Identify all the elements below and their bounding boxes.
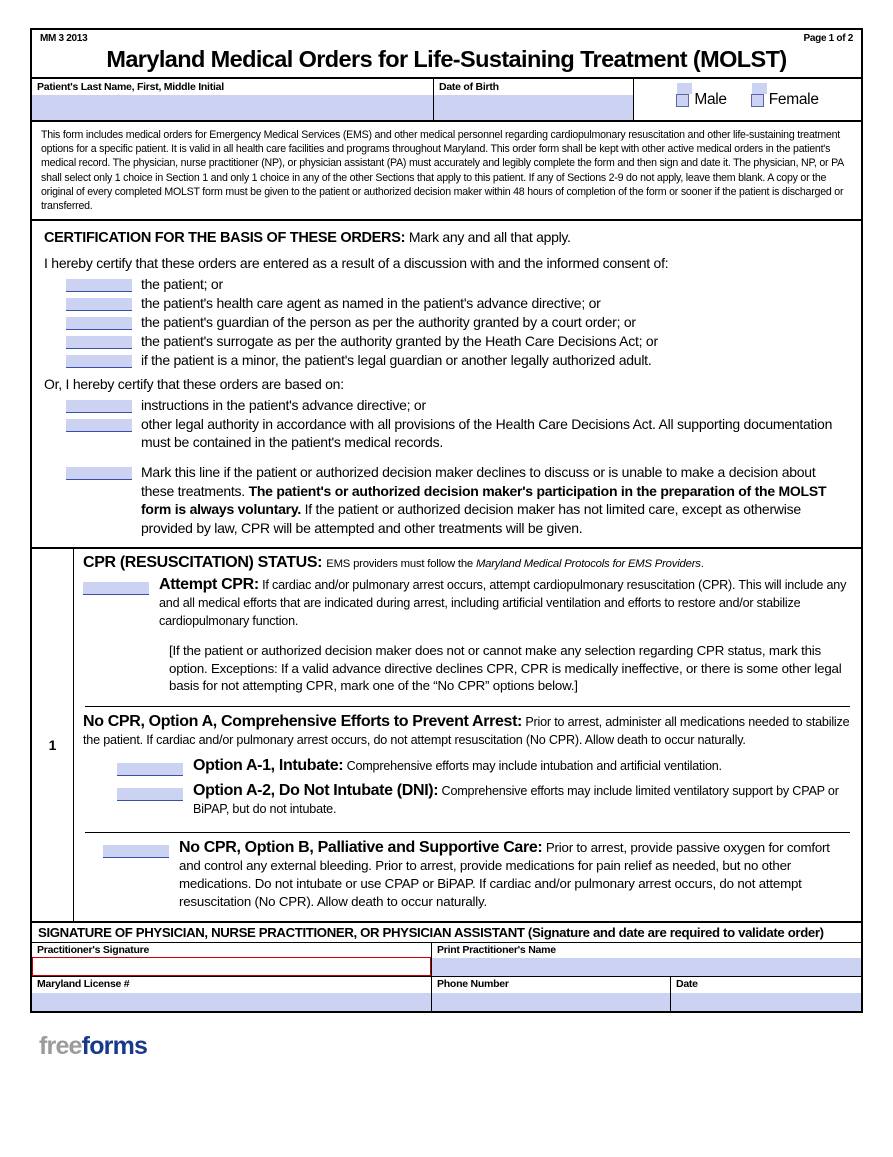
license-cell	[32, 977, 432, 1011]
option-b-label: No CPR, Option B, Palliative and Supportive Care:	[179, 838, 543, 856]
patient-dob-label: Date of Birth	[439, 81, 499, 93]
option-a1-blank[interactable]	[117, 763, 183, 776]
consent-label: the patient's surrogate as per the authority granted by the Heath Care Decisions Act; or	[141, 333, 658, 350]
option-a1[interactable]	[83, 757, 852, 775]
option-b-body: Prior to arrest, provide passive oxygen for comfort and control any external bleeding. Prior to arrest, provide medications for pain relief as needed, but no other medications. Do not intubate or use CPAP or BiPAP. If cardiac and/or pulmonary arrest occurs, do not attempt resuscitation (No CPR). Allow death to occur naturally.	[179, 839, 830, 909]
consent-item[interactable]	[44, 313, 851, 331]
license-label: Maryland License #	[37, 977, 130, 990]
form-container	[30, 28, 863, 1013]
female-checkbox[interactable]	[751, 94, 764, 107]
header-meta-row	[40, 33, 853, 44]
option-b-text	[179, 839, 852, 911]
option-attempt-cpr[interactable]	[83, 576, 852, 630]
attempt-cpr-blank[interactable]	[83, 582, 149, 595]
certification-title-suffix: Mark any and all that apply.	[408, 229, 571, 246]
logo-forms-text: forms	[81, 1031, 148, 1060]
phone-cell	[432, 977, 671, 1011]
female-checkbox-wrap[interactable]	[751, 94, 764, 107]
option-a1-body: Comprehensive efforts may include intubation and artificial ventilation.	[343, 758, 722, 773]
based-on-lead: Or, I hereby certify that these orders are based on:	[44, 376, 344, 393]
consent-blank-minor-guardian[interactable]	[66, 355, 132, 368]
based-on-blank-advance-directive[interactable]	[66, 400, 132, 413]
option-a2-text	[193, 782, 852, 818]
patient-sex-cell	[634, 79, 861, 120]
consent-label: the patient's guardian of the person as per the authority granted by a court order; or	[141, 314, 636, 331]
spacer	[44, 452, 851, 463]
consent-item[interactable]	[44, 351, 851, 369]
male-checkbox-wrap[interactable]	[676, 94, 689, 107]
decline-note-bold: The patient's or authorized decision maker's participation in the preparation of the MOLST form is always voluntary.	[141, 482, 827, 518]
date-label: Date	[676, 977, 698, 990]
form-code: MM 3 2013	[40, 33, 88, 44]
female-checkbox-tab	[752, 83, 767, 94]
print-name-input[interactable]	[432, 958, 861, 976]
consent-label: the patient's health care agent as named in the patient's advance directive; or	[141, 295, 601, 312]
cpr-sub-italic: Maryland Medical Protocols for EMS Providers	[475, 558, 701, 571]
consent-item[interactable]	[44, 294, 851, 312]
consent-blank-patient[interactable]	[66, 279, 132, 292]
consent-blank-surrogate[interactable]	[66, 336, 132, 349]
signature-section	[32, 923, 861, 1011]
section-divider	[85, 832, 850, 833]
signature-row-2	[32, 977, 861, 1011]
male-checkbox[interactable]	[676, 94, 689, 107]
consent-blank-guardian[interactable]	[66, 317, 132, 330]
attempt-cpr-text	[159, 576, 852, 630]
patient-dob-input[interactable]	[434, 95, 633, 120]
option-a2-blank[interactable]	[117, 788, 183, 801]
option-b-blank[interactable]	[103, 845, 169, 858]
patient-info-row	[32, 79, 861, 122]
option-a-label: No CPR, Option A, Comprehensive Efforts to Prevent Arrest:	[83, 712, 523, 730]
logo-free-text: free	[39, 1031, 82, 1060]
practitioner-signature-cell	[32, 943, 432, 976]
sex-option-male[interactable]	[676, 92, 726, 107]
cpr-sub-pre: EMS providers must follow the	[326, 558, 476, 571]
option-a[interactable]	[83, 713, 852, 750]
cpr-status-subtext	[326, 558, 703, 570]
cpr-bracket-note: [If the patient or authorized decision maker does not or cannot make any selection regarding CPR status, mark this option. Exceptions: If a valid advance directive declines CPR, CPR is medically ineffective, or there is some other legal basis for not attempting CPR, mark one of the “No CPR” options below.]	[169, 643, 842, 694]
phone-input[interactable]	[432, 993, 670, 1011]
consent-lead: I hereby certify that these orders are entered as a result of a discussion with and the informed consent of:	[44, 255, 669, 272]
license-input[interactable]	[32, 993, 431, 1011]
based-on-blank-other-legal-authority[interactable]	[66, 419, 132, 432]
print-name-cell	[432, 943, 861, 976]
option-a2-body: Comprehensive efforts may include limited ventilatory support by CPAP or BiPAP, but do not intubate.	[193, 783, 839, 816]
consent-item[interactable]	[44, 332, 851, 350]
sex-option-female[interactable]	[751, 92, 819, 107]
form-header	[32, 30, 861, 79]
footer	[30, 1029, 863, 1063]
attempt-cpr-label: Attempt CPR:	[159, 576, 259, 594]
consent-label: if the patient is a minor, the patient's legal guardian or another legally authorized adult.	[141, 352, 652, 369]
based-on-item[interactable]	[44, 415, 851, 451]
patient-name-label: Patient's Last Name, First, Middle Initial	[37, 81, 224, 93]
phone-label: Phone Number	[437, 977, 509, 990]
attempt-cpr-body: If cardiac and/or pulmonary arrest occurs, attempt cardiopulmonary resuscitation (CPR). This will include any and all medical efforts that are indicated during arrest, including artificial ventilation and efforts to restore and/or stabilize cardiopulmonary function.	[159, 578, 847, 629]
option-a2[interactable]	[83, 782, 852, 818]
male-checkbox-tab	[677, 83, 692, 94]
based-on-item[interactable]	[44, 396, 851, 414]
practitioner-signature-label: Practitioner's Signature	[37, 943, 150, 956]
male-label: Male	[694, 91, 727, 108]
option-a2-label: Option A-2, Do Not Intubate (DNI):	[193, 781, 439, 799]
option-a-body: Prior to arrest, administer all medications needed to stabilize the patient. If cardiac and/or pulmonary arrest occurs, do not attempt resuscitation (No CPR). Allow death to occur naturally.	[83, 714, 850, 748]
based-on-label: instructions in the patient's advance directive; or	[141, 397, 426, 414]
decline-note-text	[141, 463, 851, 537]
intro-paragraph: This form includes medical orders for Emergency Medical Services (EMS) and other medical personnel regarding cardiopulmonary resuscitation and other life-sustaining treatment options for a specific patient. It is valid in all health care facilities and programs throughout Maryland. This order form shall be kept with other active medical orders in the patient's medical record. The physician, nurse practitioner (NP), or physician assistant (PA) must accurately and legibly complete the form and then sign and date it. The physician, NP, or PA shall select only 1 choice in Section 1 and only 1 choice in any of the other Sections that apply to this patient. If any of Sections 2-9 do not apply, leave them blank. A copy or the original of every completed MOLST form must be given to the patient or authorized decision maker within 48 hours of completion of the form or sooner if the patient is discharged or transferred.	[32, 122, 861, 221]
section-divider	[85, 706, 850, 707]
consent-blank-health-care-agent[interactable]	[66, 298, 132, 311]
decline-note-part1: Mark this line if the patient or authorized decision maker declines to discuss or is unable to make a decision about these treatments.	[141, 464, 816, 499]
option-a1-text	[193, 757, 852, 775]
section-1-number-column	[32, 549, 74, 921]
decline-note-row[interactable]	[44, 463, 851, 537]
cpr-sub-post: .	[700, 558, 704, 571]
patient-dob-cell	[434, 79, 634, 120]
option-b[interactable]	[83, 839, 852, 911]
female-label: Female	[768, 91, 819, 108]
signature-section-title: SIGNATURE OF PHYSICIAN, NURSE PRACTITIONER, OR PHYSICIAN ASSISTANT (Signature and date are required to validate order)	[32, 923, 861, 943]
decline-blank[interactable]	[66, 467, 132, 480]
decline-note-part2: If the patient or authorized decision maker has not limited care, except as otherwise provided by law, CPR will be attempted and other treatments will be given.	[141, 501, 801, 536]
page-indicator: Page 1 of 2	[803, 33, 853, 44]
certification-section	[32, 221, 861, 549]
patient-name-cell	[32, 79, 434, 120]
cpr-status-heading-text: CPR (RESUSCITATION) STATUS:	[83, 554, 323, 572]
certification-title	[44, 229, 851, 246]
section-1	[32, 549, 861, 923]
freeforms-logo	[39, 1033, 147, 1059]
consent-label: the patient; or	[141, 276, 223, 293]
based-on-label: other legal authority in accordance with all provisions of the Health Care Decisions Act. All supporting documentation must be contained in the patient's medical records.	[141, 416, 833, 451]
section-1-number: 1	[48, 737, 57, 754]
practitioner-signature-input[interactable]	[32, 957, 431, 976]
page-title: Maryland Medical Orders for Life-Sustaining Treatment (MOLST)	[106, 46, 787, 72]
date-cell	[671, 977, 861, 1011]
option-a1-label: Option A-1, Intubate:	[193, 756, 344, 774]
certification-title-text: CERTIFICATION FOR THE BASIS OF THESE ORDERS:	[44, 230, 406, 247]
signature-row-1	[32, 943, 861, 977]
cpr-status-heading	[83, 553, 852, 574]
consent-item[interactable]	[44, 275, 851, 293]
date-input[interactable]	[671, 993, 861, 1011]
print-name-label: Print Practitioner's Name	[437, 943, 556, 956]
patient-name-input[interactable]	[32, 95, 433, 120]
section-1-body	[74, 549, 861, 921]
